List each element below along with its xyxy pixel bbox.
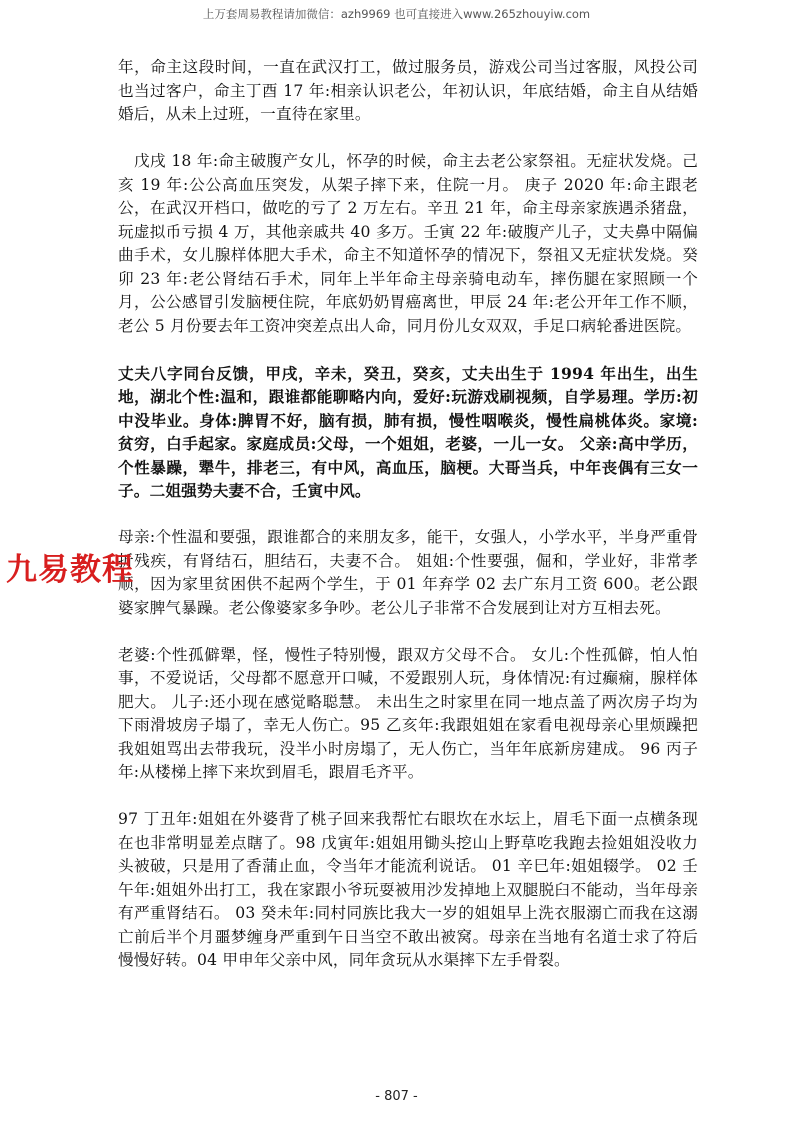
page-header: 上万套周易教程请加微信：azh9969 也可直接进入www.265zhouyiw.com <box>202 7 591 21</box>
document-body <box>118 56 698 996</box>
paragraph-4: 母亲:个性温和要强，跟谁都合的来朋友多，能干，女强人，小学水平，半身严重骨折残疾，有肾结石，胆结石，夫妻不合。 姐姐:个性要强，倔和，学业好，非常孝顺，因为家里贫困供不起两个学生，于 01 年弃学 02 去广东月工资 600。老公跟婆家脾气暴躁。老公像婆家多争吵。老公儿子非常不合发展到让对方互相去死。 <box>118 528 698 617</box>
paragraph-1: 年，命主这段时间，一直在武汉打工，做过服务员，游戏公司当过客服，风投公司也当过客户，命主丁酉 17 年:相亲认识老公，年初认识，年底结婚，命主自从结婚婚后，从未上过班，一直待在家里。 <box>118 58 698 123</box>
paragraph-6: 97 丁丑年:姐姐在外婆背了桃子回来我帮忙右眼坎在水坛上，眉毛下面一点横条现在也非常明显差点瞎了。98 戊寅年:姐姐用锄头挖山上野草吃我跑去捡姐姐没收力头被破，只是用了香蒲止血，令当年才能流利说话。 01 辛巳年:姐姐辍学。 02 壬午年:姐姐外出打工，我在家跟小爷玩耍被用沙发掉地上双腿脱臼不能动，当年母亲有严重肾结石。 03 癸未年:同村同族比我大一岁的姐姐早上洗衣服溺亡而我在这溺亡前后半个月噩梦缠身严重到午日当空不敢出被窝。母亲在当地有名道士求了符后慢慢好转。04 甲申年父亲中风，同年贪玩从水渠摔下左手骨裂。 <box>118 810 698 969</box>
page-number: - 807 - <box>375 1089 418 1104</box>
watermark-logo: 九易教程 <box>6 552 134 588</box>
paragraph-3: 丈夫八字同台反馈，甲戌，辛未，癸丑，癸亥，丈夫出生于 1994 年出生，出生地，湖北个性:温和，跟谁都能聊略内向，爱好:玩游戏刷视频，自学易理。学历:初中没毕业。身体:脾胃不好，脑有损，肺有损，慢性咽喉炎，慢性扁桃体炎。家境:贫穷，白手起家。家庭成员:父母，一个姐姐，老婆，一儿一女。 父亲:高中学历，个性暴躁，犟牛，排老三，有中风，高血压，脑梗。大哥当兵，中年丧偶有三女一子。二姐强势夫妻不合，壬寅中风。 <box>118 363 698 500</box>
paragraph-5: 老婆:个性孤僻犟，怪，慢性子特别慢，跟双方父母不合。 女儿:个性孤僻，怕人怕事，不爱说话，父母都不愿意开口喊，不爱跟别人玩，身体情况:有过癫痫，腺样体肥大。 儿子:还小现在感觉略聪慧。 未出生之时家里在同一地点盖了两次房子均为下雨滑坡房子塌了，幸无人伤亡。95 乙亥年:我跟姐姐在家看电视母亲心里烦躁把我姐姐骂出去带我玩，没半小时房塌了，无人伤亡，当年年底新房建成。 96 丙子年:从楼梯上摔下来坎到眉毛，跟眉毛齐平。 <box>118 645 698 781</box>
paragraph-2: 戊戌 18 年:命主破腹产女儿，怀孕的时候，命主去老公家祭祖。无症状发烧。己亥 19 年:公公高血压突发，从架子摔下来，住院一月。 庚子 2020 年:命主跟老公，在武汉开档口，做吃的亏了 2 万左右。辛丑 21 年，命主母亲家族遇杀猪盘，玩虚拟币亏损 4 万，其他亲戚共 40 多万。壬寅 22 年:破腹产儿子，丈夫鼻中隔偏曲手术，女儿腺样体肥大手术，命主不知道怀孕的情况下，祭祖又无症状发烧。癸卯 23 年:老公肾结石手术，同年上半年命主母亲骑电动车，摔伤腿在家照顾一个月，公公感冒引发脑梗住院，年底奶奶胃癌离世，甲辰 24 年:老公开年工作不顺，老公 5 月份要去年工资冲突差点出人命，同月份儿女双双，手足口病轮番进医院。 <box>118 152 698 335</box>
